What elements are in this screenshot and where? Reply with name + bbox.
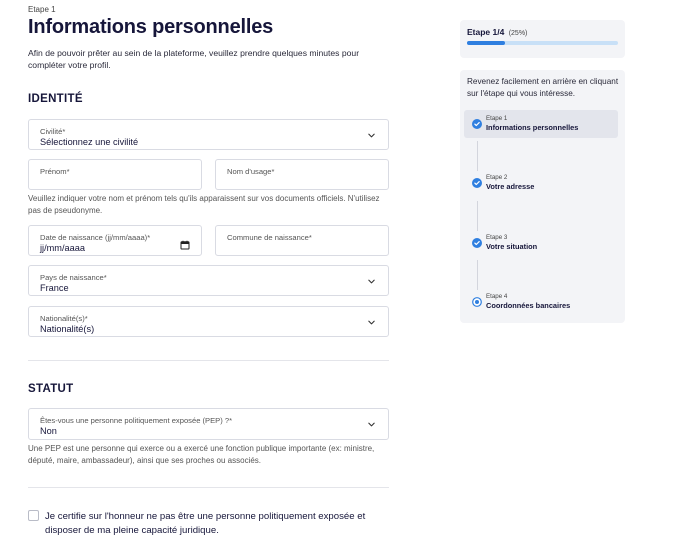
page-title: Informations personnelles xyxy=(28,16,274,38)
progress-card xyxy=(460,20,625,58)
section-heading-statut: STATUT xyxy=(28,383,74,395)
chevron-down-icon xyxy=(367,131,376,140)
step-label: Etape 1 xyxy=(28,5,56,14)
step-name: Votre situation xyxy=(486,242,538,251)
chevron-down-icon xyxy=(367,277,376,286)
pays-naissance-select[interactable] xyxy=(28,265,389,296)
check-circle-icon xyxy=(472,238,482,248)
pep-help-text: Une PEP est une personne qui exerce ou a exercé une fonction publique importante (ex: ministre, député, maire, ambassadeur), ainsi que ses proches ou associés. xyxy=(28,444,375,465)
nationalites-select[interactable] xyxy=(28,306,389,337)
nom-usage-label: Nom d'usage* xyxy=(227,167,275,176)
step-item-2[interactable] xyxy=(464,169,618,197)
certification-text: Je certifie sur l'honneur ne pas être une personne politiquement exposée et disposer de ma pleine capacité juridique. xyxy=(45,511,366,535)
civilite-label: Civilité* xyxy=(40,127,66,136)
step-number: Etape 4 xyxy=(486,293,508,300)
progress-percent: (25%) xyxy=(508,30,528,37)
section-divider xyxy=(28,360,389,361)
step-item-3[interactable] xyxy=(464,229,618,257)
pep-value: Non xyxy=(40,426,57,436)
prenom-input[interactable] xyxy=(28,159,202,190)
check-circle-icon xyxy=(472,119,482,129)
radio-circle-icon xyxy=(472,297,482,307)
step-name: Informations personnelles xyxy=(486,123,579,132)
nationalites-label: Nationalité(s)* xyxy=(40,314,88,323)
step-name: Coordonnées bancaires xyxy=(486,301,571,310)
progress-title xyxy=(467,27,527,37)
prenom-label: Prénom* xyxy=(40,167,70,176)
pays-naissance-value: France xyxy=(40,283,69,293)
pays-naissance-label: Pays de naissance* xyxy=(40,273,107,282)
step-item-4[interactable] xyxy=(464,288,618,316)
step-name: Votre adresse xyxy=(486,182,535,191)
pep-label: Êtes-vous une personne politiquement exposée (PEP) ?* xyxy=(40,416,233,425)
step-connector xyxy=(477,260,478,290)
chevron-down-icon xyxy=(367,420,376,429)
date-naissance-input[interactable] xyxy=(28,225,202,256)
section-heading-identite: IDENTITÉ xyxy=(28,93,83,105)
progress-bar xyxy=(467,41,618,45)
civilite-value: Sélectionnez une civilité xyxy=(40,137,139,147)
steps-help-text: Revenez facilement en arrière en cliquant sur l'étape qui vous intéresse. xyxy=(467,77,619,98)
chevron-down-icon xyxy=(367,318,376,327)
check-circle-icon xyxy=(472,178,482,188)
section-divider xyxy=(28,487,389,488)
progress-step: Etape 1/4 xyxy=(467,27,505,37)
step-number: Etape 2 xyxy=(486,174,508,181)
civilite-select[interactable] xyxy=(28,119,389,150)
progress-bar-fill xyxy=(467,41,505,45)
pep-select[interactable] xyxy=(28,408,389,440)
steps-card xyxy=(460,70,625,323)
date-naissance-value: jj/mm/aaaa xyxy=(40,243,85,253)
certification-checkbox[interactable] xyxy=(28,510,39,521)
commune-naissance-label: Commune de naissance* xyxy=(227,233,312,242)
name-help-text: Veuillez indiquer votre nom et prénom tels qu'ils apparaissent sur vos documents officiels. N'utilisez pas de pseudonyme. xyxy=(28,194,380,215)
step-item-1[interactable] xyxy=(464,110,618,138)
date-naissance-label: Date de naissance (jj/mm/aaaa)* xyxy=(40,233,151,242)
calendar-icon[interactable] xyxy=(180,240,190,250)
intro-text: Afin de pouvoir prêter au sein de la plateforme, veuillez prendre quelques minutes pour compléter votre profil. xyxy=(28,48,360,70)
step-connector xyxy=(477,201,478,231)
step-number: Etape 1 xyxy=(486,115,508,122)
commune-naissance-input[interactable] xyxy=(215,225,389,256)
step-connector xyxy=(477,141,478,171)
step-number: Etape 3 xyxy=(486,234,508,241)
nationalites-value: Nationalité(s) xyxy=(40,324,95,334)
nom-usage-input[interactable] xyxy=(215,159,389,190)
